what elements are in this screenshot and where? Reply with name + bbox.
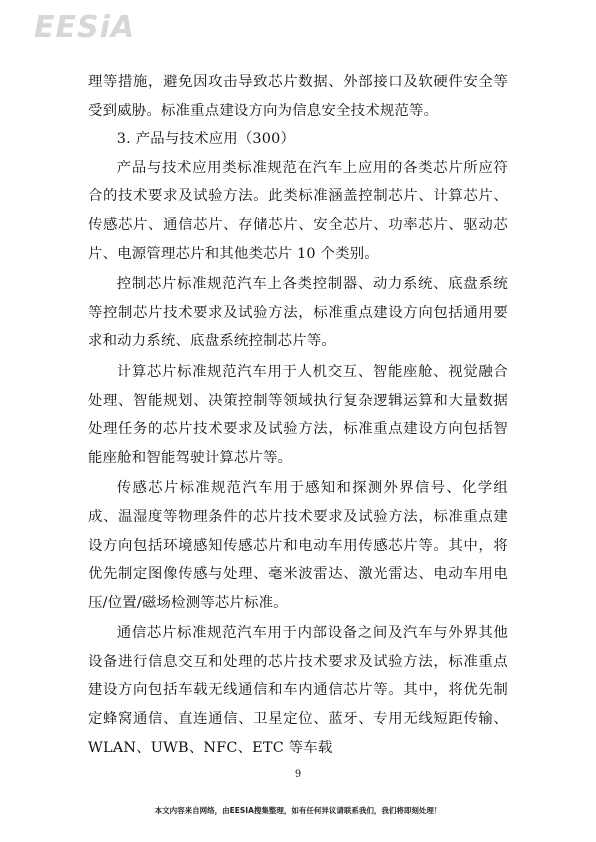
paragraph-product-application: 产品与技术应用类标准规范在汽车上应用的各类芯片所应符合的技术要求及试验方法。此类标准涵盖控制芯片、计算芯片、传感芯片、通信芯片、存储芯片、安全芯片、功率芯片、驱动芯片、电源管理芯片和其他类芯片 10 个类别。 <box>88 159 508 262</box>
footer-disclaimer: 本文内容来自网络，由EESIA搜集整理，如有任何异议请联系我们，我们将即刻处理！ <box>154 806 442 815</box>
eesia-watermark-logo: EESiA <box>34 10 136 45</box>
paragraph-continuation: 理等措施，避免因攻击导致芯片数据、外部接口及软硬件安全等受到威胁。标准重点建设方向为信息安全技术规范等。 <box>88 74 508 119</box>
document-body <box>88 68 508 762</box>
paragraph-communication-chip: 通信芯片标准规范汽车用于内部设备之间及汽车与外界其他设备进行信息交互和处理的芯片技术要求及试验方法，标准重点建设方向包括车载无线通信和车内通信芯片等。其中，将优先制定蜂窝通信、直连通信、卫星定位、蓝牙、专用无线短距传输、WLAN、UWB、NFC、ETC 等车载 <box>88 625 508 756</box>
paragraph-compute-chip: 计算芯片标准规范汽车用于人机交互、智能座舱、视觉融合处理、智能规划、决策控制等领域执行复杂逻辑运算和大量数据处理任务的芯片技术要求及试验方法，标准重点建设方向包括智能座舱和智能驾驶计算芯片等。 <box>88 363 508 466</box>
section-heading-3: 3. 产品与技术应用（300） <box>116 131 296 148</box>
page-number: 9 <box>294 769 302 780</box>
paragraph-sensor-chip: 传感芯片标准规范汽车用于感知和探测外界信号、化学组成、温湿度等物理条件的芯片技术要求及试验方法，标准重点建设方向包括环境感知传感芯片和电动车用传感芯片等。其中，将优先制定图像传感与处理、毫米波雷达、激光雷达、电动车用电压/位置/磁场检测等芯片标准。 <box>88 480 508 611</box>
paragraph-control-chip: 控制芯片标准规范汽车上各类控制器、动力系统、底盘系统等控制芯片技术要求及试验方法，标准重点建设方向包括通用要求和动力系统、底盘系统控制芯片等。 <box>88 276 508 350</box>
